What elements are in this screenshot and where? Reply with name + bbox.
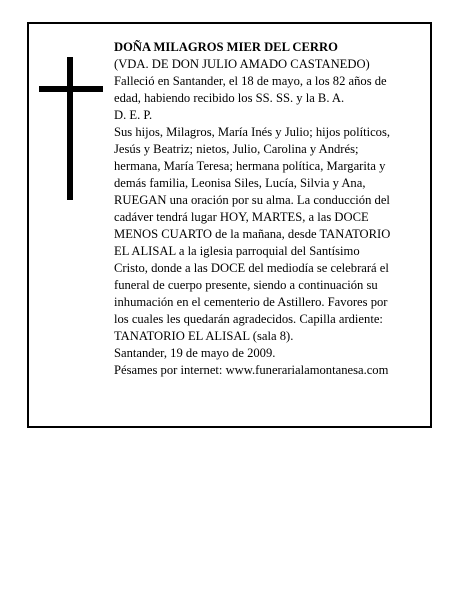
text-line: hermana, María Teresa; hermana política, Margarita y [114,159,386,173]
text-line: funeral de cuerpo presente, siendo a continuación su [114,278,378,292]
text-line: Falleció en Santander, el 18 de mayo, a los 82 años de [114,74,387,88]
text-line: RUEGAN una oración por su alma. La conducción del [114,193,390,207]
latin-cross-icon [39,57,103,200]
widow-of-line: (VDA. DE DON JULIO AMADO CASTANEDO) [114,57,370,71]
text-line: demás familia, Leonisa Siles, Lucía, Silvia y Ana, [114,176,366,190]
text-line: los cuales les quedarán agradecidos. Capilla ardiente: [114,312,383,326]
condolences-website-line: Pésames por internet: www.funerarialamontanesa.com [114,363,389,377]
obituary-notice [27,22,432,428]
text-line: cadáver tendrá lugar HOY, MARTES, a las DOCE [114,210,369,224]
text-line: inhumación en el cementerio de Astillero. Favores por [114,295,388,309]
text-line: Cristo, donde a las DOCE del mediodía se celebrará el [114,261,389,275]
obituary-text [114,39,414,379]
text-line: edad, habiendo recibido los SS. SS. y la B. A. [114,91,345,105]
cross-horizontal-beam [39,86,103,92]
text-line: EL ALISAL a la iglesia parroquial del Santísimo [114,244,360,258]
date-line: Santander, 19 de mayo de 2009. [114,346,276,360]
rip-line: D. E. P. [114,108,153,122]
deceased-name: DOÑA MILAGROS MIER DEL CERRO [114,40,338,54]
text-line: Jesús y Beatriz; nietos, Julio, Carolina y Andrés; [114,142,359,156]
text-line: TANATORIO EL ALISAL (sala 8). [114,329,294,343]
text-line: MENOS CUARTO de la mañana, desde TANATORIO [114,227,391,241]
text-line: Sus hijos, Milagros, María Inés y Julio; hijos políticos, [114,125,391,139]
cross-vertical-beam [67,57,73,200]
